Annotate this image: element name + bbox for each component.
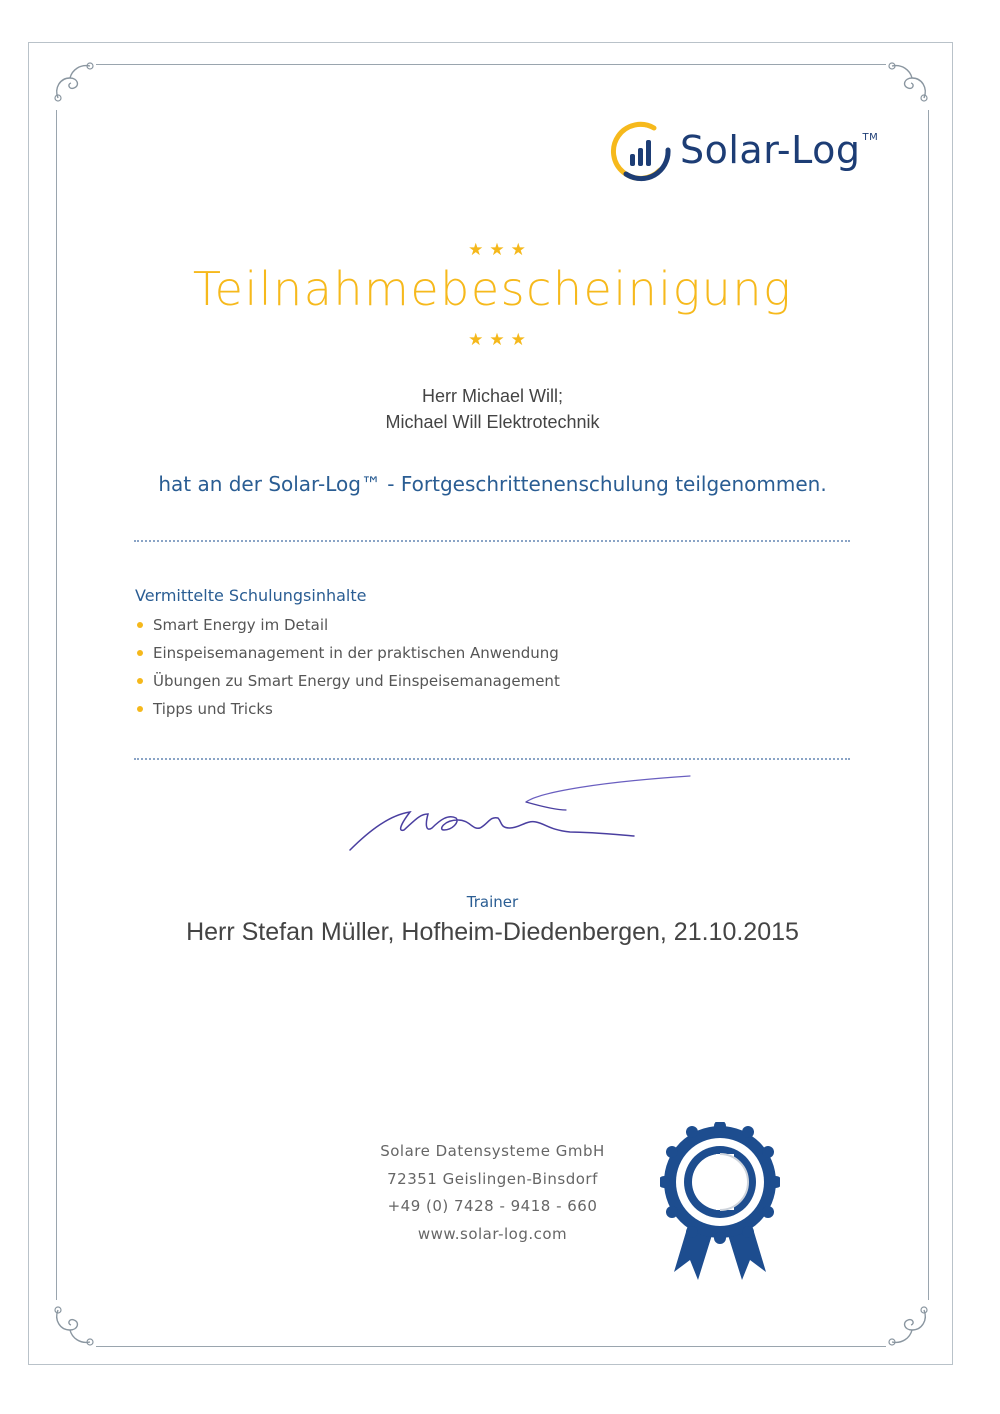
list-item: Einspeisemanagement in der praktischen Anwendung xyxy=(135,642,560,670)
corner-ornament-icon xyxy=(50,1304,96,1350)
list-item: Übungen zu Smart Energy und Einspeisemanagement xyxy=(135,670,560,698)
recipient-company: Michael Will Elektrotechnik xyxy=(385,412,600,432)
company-name: Solare Datensysteme GmbH xyxy=(380,1142,605,1160)
trainer-signature xyxy=(340,770,700,860)
company-website: www.solar-log.com xyxy=(417,1225,568,1243)
list-item: Tipps und Tricks xyxy=(135,698,560,726)
solar-log-logo xyxy=(610,118,900,188)
trainer-details: Herr Stefan Müller, Hofheim-Diedenbergen, 21.10.2015 xyxy=(186,918,799,946)
stars-bottom: ★★★ xyxy=(468,330,532,350)
company-phone: +49 (0) 7428 - 9418 - 660 xyxy=(387,1197,598,1215)
solar-log-wordmark: Solar-Log ™ xyxy=(680,128,879,172)
divider-bottom xyxy=(134,758,850,760)
company-city: 72351 Geislingen-Binsdorf xyxy=(387,1170,598,1188)
award-seal-icon xyxy=(660,1122,780,1282)
list-item: Smart Energy im Detail xyxy=(135,614,560,642)
frame-line-top xyxy=(96,64,886,65)
recipient-name: Herr Michael Will; xyxy=(421,386,563,406)
participation-statement: hat an der Solar-Log™ - Fortgeschrittenenschulung teilgenommen. xyxy=(158,472,827,496)
solar-log-logo-icon xyxy=(610,120,674,184)
corner-ornament-icon xyxy=(886,1304,932,1350)
content-heading: Vermittelte Schulungsinhalte xyxy=(135,586,367,605)
divider-top xyxy=(134,540,850,542)
certificate-title: Teilnahmebescheinigung xyxy=(192,262,793,316)
corner-ornament-icon xyxy=(50,58,96,104)
trainer-label: Trainer xyxy=(466,893,519,911)
frame-line-bottom xyxy=(96,1346,886,1347)
corner-ornament-icon xyxy=(886,58,932,104)
topic-list xyxy=(135,614,560,726)
stars-top: ★★★ xyxy=(468,240,532,260)
